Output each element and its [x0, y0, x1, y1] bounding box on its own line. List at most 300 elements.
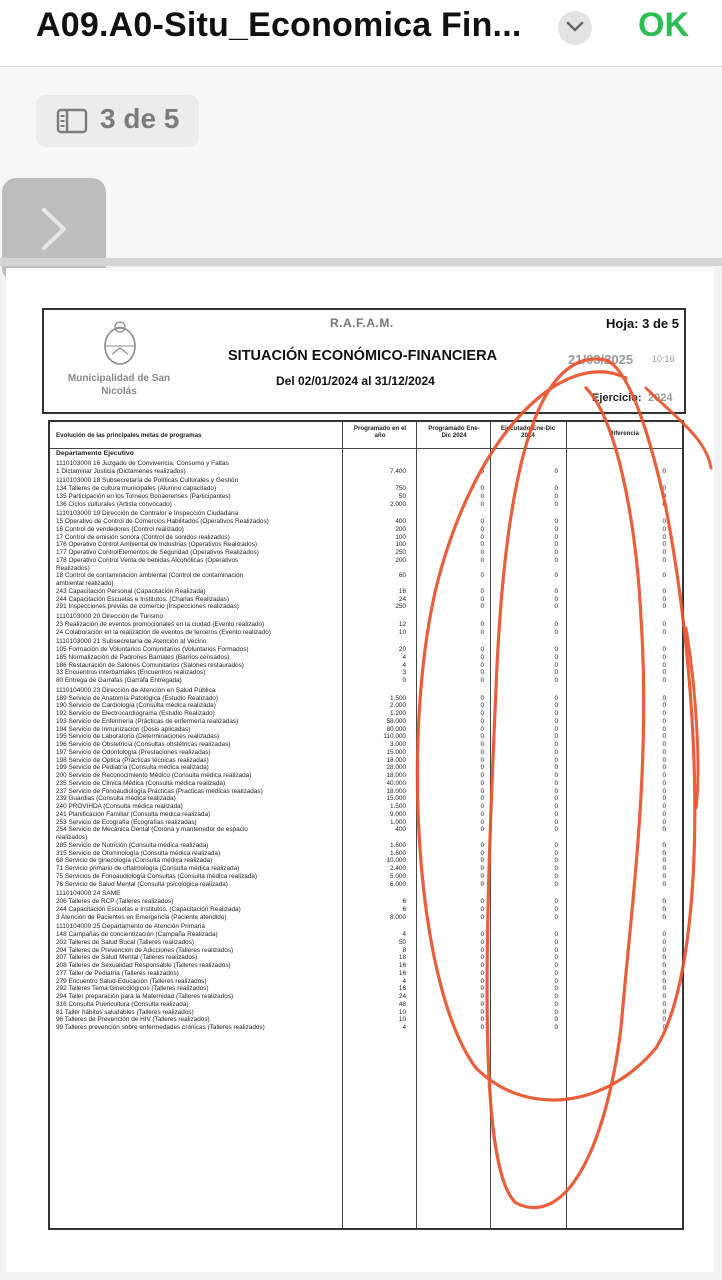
table-cell: 400 [395, 826, 406, 834]
table-row [50, 549, 682, 557]
table-cell: 0 [662, 977, 666, 985]
table-cell: 0 [554, 803, 558, 810]
table-cell: 0 [662, 518, 666, 525]
table-cell: 0 [662, 677, 666, 684]
table-cell: 0 [554, 954, 558, 962]
table-row [50, 857, 682, 865]
table-row [50, 931, 682, 939]
table-cell: 0 [480, 661, 484, 669]
table-cell: 0 [480, 485, 484, 492]
table-cell: 0 [662, 541, 666, 549]
table-cell: 0 [662, 795, 666, 803]
table-cell: 0 [662, 1008, 666, 1016]
table-cell: 0 [662, 857, 666, 865]
table-row [50, 873, 682, 881]
program-heading [50, 890, 682, 898]
table-row [50, 970, 682, 978]
table-cell: 204 Talleres de Prevención de Adicciones (Talleres realizados) [56, 946, 234, 954]
table-cell: 50 [398, 938, 406, 946]
table-cell: 0 [554, 818, 558, 826]
table-cell: 0 [480, 977, 484, 985]
table-row [50, 795, 682, 803]
table-cell: 0 [554, 905, 558, 913]
table-cell: 0 [554, 993, 558, 1000]
table-row [50, 565, 682, 573]
table-cell: 3 [402, 669, 406, 677]
table-cell: 0 [662, 810, 666, 818]
table-cell: 0 [662, 841, 666, 849]
table-cell: 0 [554, 772, 558, 779]
table-cell: 0 [662, 969, 666, 977]
table-cell: 0 [662, 993, 666, 1000]
page-indicator-button[interactable] [36, 95, 199, 147]
table-cell: 197 Servicio de Odontología (Prestaciones realizadas) [56, 748, 211, 756]
table-cell: 0 [662, 741, 666, 748]
table-row [50, 646, 682, 654]
table-cell: 0 [480, 826, 484, 834]
table-cell: 12 [398, 620, 406, 628]
chevron-down-icon[interactable] [558, 11, 592, 45]
table-row [50, 541, 682, 549]
table-cell: 186 Restauración de Salones Comunitarios (Salones restaurados) [56, 661, 244, 669]
table-cell: 0 [480, 905, 484, 913]
table-cell: 16 [398, 587, 406, 595]
document-page[interactable] [6, 268, 714, 1272]
table-cell: 0 [554, 748, 558, 756]
table-cell: 176 Operativo Control Ambiental de Industrias (Operativos Realizados) [56, 541, 258, 549]
table-row [50, 741, 682, 749]
table-row [50, 588, 682, 596]
table-cell: 316 Consulta Puericultura (Consulta realizada) [56, 1000, 189, 1008]
table-cell: 96 Talleres de Prevención de HIV (Talleres realizados) [56, 1016, 210, 1024]
municipality-name: Municipalidad de San Nicolás [67, 373, 171, 397]
table-cell: 2.000 [390, 702, 406, 710]
table-cell: 0 [480, 587, 484, 595]
table-cell: 0 [662, 661, 666, 669]
table-cell: 0 [480, 467, 484, 475]
table-cell: 0 [480, 913, 484, 921]
table-cell: 18.000 [386, 772, 406, 779]
table-cell: 99 Talleres prevención sobre enfermedades crónicas (Talleres realizados) [56, 1024, 265, 1031]
table-cell: 1.500 [390, 694, 406, 702]
table-cell: 0 [480, 872, 484, 880]
table-cell: 0 [662, 702, 666, 710]
table-cell: 0 [480, 803, 484, 810]
table-cell: 18 Control de contaminación ambiental (Control de contaminación [56, 572, 244, 580]
table-cell: Realizados) [56, 564, 90, 572]
table-cell: 0 [480, 653, 484, 661]
table-cell: 0 [662, 818, 666, 826]
table-cell: 0 [662, 533, 666, 541]
table-cell: 0 [554, 1016, 558, 1024]
table-cell: 1110104000 24 SAME [56, 890, 121, 898]
table-row [50, 596, 682, 604]
table-cell: 0 [662, 905, 666, 913]
table-cell: 0 [662, 872, 666, 880]
table-cell: 294 Taller preparación para la Maternidad (Talleres realizados) [56, 993, 234, 1000]
table-cell: 0 [402, 677, 406, 684]
table-cell: 0 [554, 603, 558, 611]
table-cell: 0 [554, 500, 558, 508]
table-cell: 4 [402, 661, 406, 669]
table-cell: 0 [662, 779, 666, 787]
table-row [50, 985, 682, 993]
table-cell: 136 Ciclos culturales (Artista convocado) [56, 500, 172, 508]
table-cell: Departamento Ejecutivo [56, 450, 134, 457]
table-cell: 0 [554, 764, 558, 772]
page-navigation-bar [0, 67, 722, 259]
table-cell: 148 Campañas de concientización (Campaña Realizada) [56, 931, 218, 938]
table-cell: 15.000 [386, 748, 406, 756]
table-cell: 24 Colaboración en la realización de eventos de terceros (Evento realizado) [56, 628, 271, 636]
table-cell: 0 [480, 518, 484, 525]
table-cell: 0 [554, 826, 558, 834]
table-cell: 0 [554, 913, 558, 921]
table-cell: 16 [398, 969, 406, 977]
table-cell: 0 [554, 669, 558, 677]
table-cell: 207 Talleres de Salud Mental (Talleres realizados) [56, 954, 198, 962]
col-header-diferencia: Diferencia [609, 430, 639, 437]
table-cell: 24 [398, 993, 406, 1000]
table-cell: 277 Taller de Pediatría (Talleres realizados) [56, 969, 179, 977]
fiscal-year-label: Ejercicio: [592, 392, 642, 404]
table-cell: 60 [398, 572, 406, 580]
table-row [50, 1001, 682, 1009]
table-cell: 291 Inspecciones previas de comercio (Inspecciones realizadas) [56, 603, 239, 611]
table-row [50, 654, 682, 662]
table-cell: 0 [480, 938, 484, 946]
col-header-ejecutado: Ejecutado Ene-Dic 2024 [500, 425, 556, 439]
table-cell: 0 [480, 694, 484, 702]
table-cell: 18 [398, 954, 406, 962]
table-cell: 0 [662, 954, 666, 962]
report-time: 10:16 [652, 354, 675, 364]
report-period: Del 02/01/2024 al 31/12/2024 [276, 374, 435, 388]
table-cell: 0 [554, 661, 558, 669]
table-cell: 0 [662, 694, 666, 702]
table-cell: 0 [480, 849, 484, 857]
table-row [50, 572, 682, 580]
table-cell: 0 [662, 628, 666, 636]
table-cell: 208 Talleres de Sexualidad Responsable (Talleres realizados) [56, 962, 231, 969]
table-cell: 0 [480, 541, 484, 549]
program-heading [50, 477, 682, 485]
table-row [50, 710, 682, 718]
table-cell: 0 [480, 748, 484, 756]
ok-button[interactable]: OK [638, 6, 689, 44]
table-cell: 0 [480, 969, 484, 977]
table-cell: 0 [480, 572, 484, 580]
table-row [50, 1016, 682, 1024]
table-row [50, 865, 682, 873]
table-row [50, 898, 682, 906]
table-cell: 100 [395, 541, 406, 549]
table-cell: 1110104000 25 Departamento de Atención Primaria [56, 923, 205, 931]
table-cell: 0 [480, 725, 484, 733]
table-cell: 0 [554, 492, 558, 500]
table-cell: 0 [554, 572, 558, 580]
table-cell: 0 [480, 954, 484, 962]
table-row [50, 803, 682, 811]
table-row [50, 1009, 682, 1017]
table-cell: 0 [480, 620, 484, 628]
table-cell: 10 [398, 1008, 406, 1016]
divider [0, 258, 722, 266]
table-row [50, 485, 682, 493]
table-cell: 2.400 [390, 865, 406, 872]
table-row [50, 603, 682, 611]
table-row [50, 826, 682, 834]
table-cell: 243 Capacitación Personal (Capacitación Realizada) [56, 587, 206, 595]
table-cell: 0 [554, 733, 558, 741]
table-cell: 16 [398, 962, 406, 969]
table-cell: 0 [554, 525, 558, 533]
table-cell: 253 Servicio de Ecografía (Ecografías realizadas) [56, 818, 197, 826]
table-cell: 250 [395, 549, 406, 556]
table-row [50, 978, 682, 986]
table-cell: 0 [554, 787, 558, 795]
table-cell: 0 [554, 741, 558, 748]
table-cell: 76 Servicio de Salud Mental (Consulta psicológica realizada) [56, 880, 228, 888]
table-cell: 10 [398, 628, 406, 636]
table-cell: 0 [480, 764, 484, 772]
table-cell: 0 [480, 857, 484, 865]
table-cell: 0 [480, 787, 484, 795]
table-cell: 189 Servicio de Anatomía Patológica (Estudio Realizado) [56, 694, 218, 702]
table-cell: 0 [480, 946, 484, 954]
table-cell: 1.000 [390, 818, 406, 826]
table-cell: 80 Entrega de Garrafas (Garrafa Entregada) [56, 677, 182, 684]
table-cell: 0 [480, 669, 484, 677]
department-heading [50, 450, 682, 458]
table-row [50, 906, 682, 914]
table-cell: 0 [480, 985, 484, 993]
table-cell: 0 [480, 841, 484, 849]
table-row [50, 557, 682, 565]
table-cell: 254 Servicio de Mecánica Dental (Corona y mantenedor de espacio [56, 826, 248, 834]
table-cell: 292 Talleres Tema Ginecológicos (Talleres realizados) [56, 985, 209, 993]
program-heading [50, 460, 682, 468]
table-row [50, 819, 682, 827]
table-cell: 0 [662, 646, 666, 653]
table-cell: 235 Servicio de Clínica Médica (Consulta médica realizada) [56, 779, 226, 787]
table-cell: 135 Participación en los Torneos Bonaerenses (Participantes) [56, 492, 231, 500]
table-cell: 0 [662, 938, 666, 946]
table-cell: 195 Servicio de Laboratorio (Determinaciones realizadas) [56, 733, 220, 741]
table-row [50, 842, 682, 850]
header-divider [50, 448, 682, 449]
table-cell: 0 [662, 725, 666, 733]
table-cell: 0 [554, 595, 558, 603]
table-cell: 241 Planificación Familiar (Consulta médica realizada) [56, 810, 211, 818]
table-cell: 0 [480, 931, 484, 938]
table-cell: 1110103000 19 Dirección de Contralor e Inspección Ciudadana [56, 510, 239, 518]
table-cell: 0 [554, 756, 558, 764]
table-cell: 0 [662, 556, 666, 564]
table-cell: 0 [662, 733, 666, 741]
table-cell: 0 [480, 865, 484, 872]
table-cell: 198 Servicio de Optica (Prácticas técnicas realizadas) [56, 756, 209, 764]
table-cell: 285 Servicio de Nutrición (Consulta médica realizada) [56, 841, 209, 849]
table-cell: 0 [554, 653, 558, 661]
table-cell: 244 Capacitación Escuelas e Institutos. (Capacitación Realizada) [56, 905, 241, 913]
table-row [50, 629, 682, 637]
table-cell: 5.000 [390, 872, 406, 880]
table-cell: 0 [554, 977, 558, 985]
table-cell: 0 [662, 620, 666, 628]
table-cell: 0 [662, 913, 666, 921]
table-row [50, 749, 682, 757]
table-cell: 8.000 [390, 913, 406, 921]
table-cell: 6.000 [390, 880, 406, 888]
table-cell: 0 [554, 849, 558, 857]
table-cell: 0 [662, 467, 666, 475]
fiscal-year-value: 2024 [648, 392, 673, 404]
table-cell: 6 [402, 905, 406, 913]
table-cell: 15.000 [386, 795, 406, 803]
table-cell: 0 [554, 1000, 558, 1008]
table-cell: 0 [662, 898, 666, 905]
table-cell: 0 [480, 1024, 484, 1031]
table-cell: 0 [480, 702, 484, 710]
table-cell: 177 Operativo ControlElementos de Seguridad (Operativos Realizados) [56, 549, 259, 556]
program-heading [50, 923, 682, 931]
table-cell: 0 [554, 880, 558, 888]
table-cell: 10 [398, 1016, 406, 1024]
table-cell: 0 [662, 485, 666, 492]
table-cell: 0 [554, 541, 558, 549]
report-title: SITUACIÓN ECONÓMICO-FINANCIERA [228, 348, 498, 364]
table-cell: 8 [402, 946, 406, 954]
table-cell: 194 Servicio de Inmunización (Dosis aplicadas) [56, 725, 191, 733]
table-cell: 24 [398, 595, 406, 603]
table-cell: 1.600 [390, 841, 406, 849]
table-cell: 18.000 [386, 787, 406, 795]
next-page-button[interactable] [2, 178, 106, 282]
table-cell: 0 [480, 898, 484, 905]
table-row [50, 677, 682, 685]
table-row [50, 468, 682, 476]
table-row [50, 493, 682, 501]
table-row [50, 780, 682, 788]
table-cell: 0 [662, 1024, 666, 1031]
table-cell: 1110103000 16 Juzgado de Convivencia, Consumo y Faltas [56, 459, 229, 467]
table-cell: 279 Encuentro Salud-Educación (Talleres realizados) [56, 977, 207, 985]
document-title[interactable]: A09.A0-Situ_Economica Fin... [36, 6, 522, 44]
table-cell: 0 [480, 733, 484, 741]
table-cell: 4 [402, 931, 406, 938]
table-cell: 0 [662, 764, 666, 772]
table-row [50, 811, 682, 819]
table-cell: 0 [662, 849, 666, 857]
table-row [50, 962, 682, 970]
table-cell: 71 Servicio primario de oftalmología (Consulta médica realizada) [56, 865, 240, 872]
sidebar-icon [56, 108, 88, 134]
table-cell: 240 PROVIHDA (Consulta médica realizada) [56, 803, 183, 810]
table-cell: 3.000 [390, 741, 406, 748]
report-system: R.A.F.A.M. [330, 316, 394, 330]
table-cell: 81 Taller hábitos saludables (Talleres realizados) [56, 1008, 194, 1016]
table-cell: 193 Servicio de Enfermería (Prácticas de enfermería realizadas) [56, 717, 239, 725]
table-cell: 134 Talleres de cultura municipales (Alumno capacitado) [56, 485, 217, 492]
table-cell: 18.000 [386, 756, 406, 764]
table-cell: 0 [554, 931, 558, 938]
table-cell: 0 [662, 880, 666, 888]
table-cell: 20 [398, 646, 406, 653]
table-cell: 0 [480, 492, 484, 500]
table-row [50, 669, 682, 677]
table-row [50, 662, 682, 670]
table-cell: 0 [554, 694, 558, 702]
table-cell: 0 [662, 595, 666, 603]
table-cell: realizados) [56, 834, 88, 841]
table-cell: 0 [554, 969, 558, 977]
table-cell: 0 [554, 898, 558, 905]
table-cell: 0 [554, 865, 558, 872]
table-cell: 750 [395, 485, 406, 492]
table-cell: 0 [554, 985, 558, 993]
table-cell: 28.000 [386, 764, 406, 772]
table-cell: 1110103000 21 Subsecretaría de Atención al Vecino [56, 638, 207, 646]
goals-table [48, 420, 684, 1230]
table-cell: 0 [480, 525, 484, 533]
table-cell: 0 [662, 787, 666, 795]
table-cell: 0 [554, 702, 558, 710]
program-heading [50, 638, 682, 646]
table-cell: 0 [662, 710, 666, 717]
table-row [50, 939, 682, 947]
table-cell: 0 [480, 795, 484, 803]
table-cell: 0 [480, 717, 484, 725]
table-cell: 1.500 [390, 803, 406, 810]
table-cell: 15 Operativo de Control de Comercios Habilitados (Operativos Realizados) [56, 518, 269, 525]
table-cell: 0 [480, 595, 484, 603]
table-row [50, 914, 682, 922]
table-row [50, 526, 682, 534]
table-cell: 0 [662, 653, 666, 661]
table-cell: 40.000 [386, 779, 406, 787]
table-cell: 48 [398, 1000, 406, 1008]
table-cell: 206 Talleres de RCP (Talleres realizados) [56, 898, 174, 905]
table-body [50, 450, 682, 1032]
program-heading [50, 510, 682, 518]
table-cell: 0 [554, 628, 558, 636]
table-cell: 0 [662, 803, 666, 810]
table-row [50, 993, 682, 1001]
table-cell: 0 [480, 810, 484, 818]
table-row [50, 757, 682, 765]
table-cell: 0 [662, 931, 666, 938]
report-header [42, 308, 686, 414]
page-indicator-label: 3 de 5 [100, 103, 180, 134]
table-cell: 239 Guardias (Consulta médica realizada) [56, 795, 176, 803]
table-cell: 1.200 [390, 710, 406, 717]
municipal-shield-logo [100, 318, 140, 370]
table-cell: 80.000 [386, 725, 406, 733]
table-row [50, 1024, 682, 1032]
table-cell: 0 [554, 1024, 558, 1031]
table-cell: 237 Servicio de Fonoaudiología Prácticas (Practicas médicas realizadas) [56, 787, 263, 795]
table-cell: 0 [480, 533, 484, 541]
table-cell: 33 Encuentros interbarriales (Encuentros realizados) [56, 669, 206, 677]
table-cell: 0 [554, 1008, 558, 1016]
program-heading [50, 613, 682, 621]
table-cell: 0 [480, 628, 484, 636]
table-cell: 2.000 [390, 500, 406, 508]
table-cell: 0 [480, 741, 484, 748]
table-cell: 178 Operativo Control Venta de bebidas Alcohólicas (Operativos [56, 556, 239, 564]
table-cell: 0 [554, 810, 558, 818]
